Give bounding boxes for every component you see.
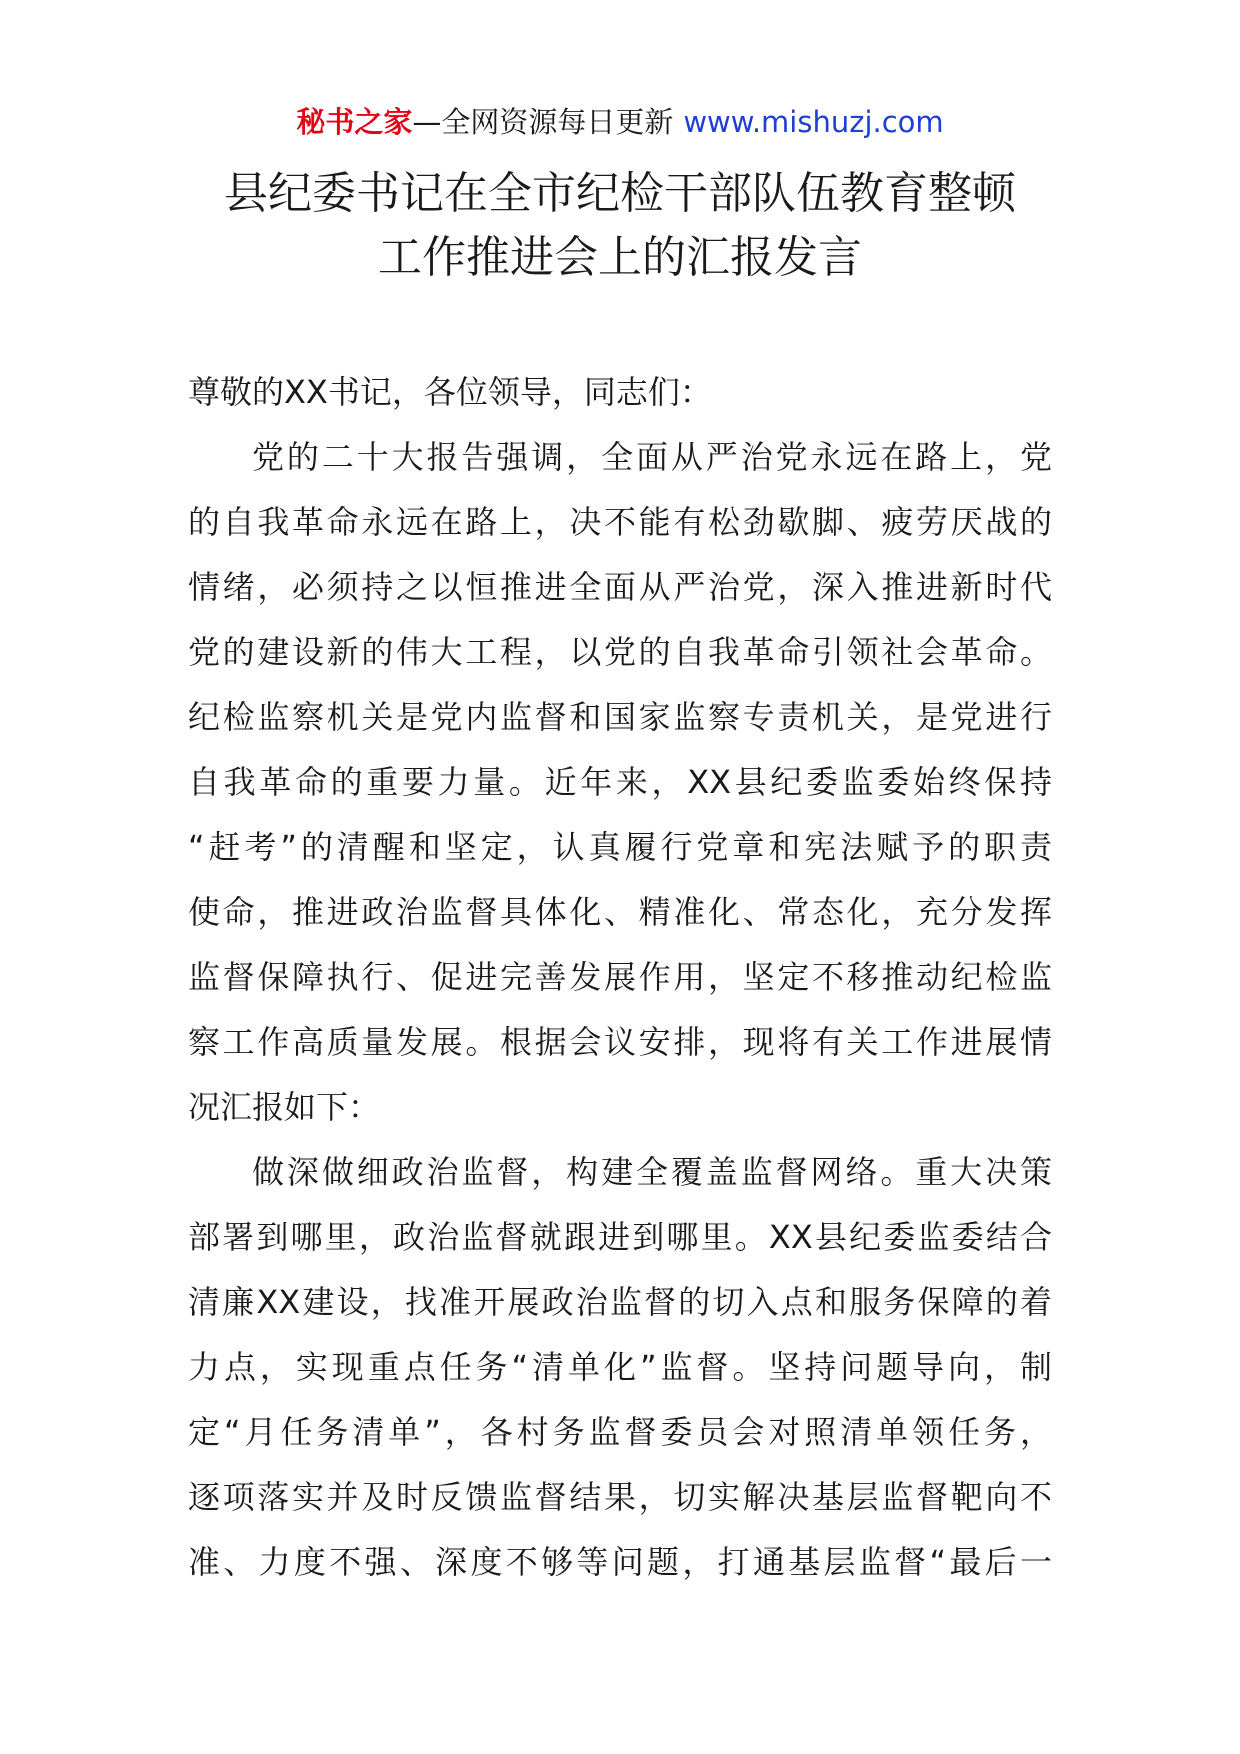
paragraph-line: “赶考”的清醒和坚定，认真履行党章和宪法赋予的职责: [188, 828, 1052, 866]
title-line-2: 工作推进会上的汇报发言: [378, 232, 862, 283]
paragraph-line: 的自我革命永远在路上，决不能有松劲歇脚、疲劳厌战的: [188, 503, 1052, 541]
paragraph-line: 使命，推进政治监督具体化、精准化、常态化，充分发挥: [188, 893, 1052, 931]
paragraph-line: 党的建设新的伟大工程，以党的自我革命引领社会革命。: [188, 633, 1052, 671]
document-body: [188, 360, 1052, 1595]
watermark-tagline: 全网资源每日更新: [441, 105, 674, 139]
watermark-brand: 秘书之家: [296, 105, 413, 139]
paragraph-line: 逐项落实并及时反馈监督结果，切实解决基层监督靶向不: [188, 1478, 1052, 1516]
paragraph-line: 党的二十大报告强调，全面从严治党永远在路上，党: [252, 438, 1052, 476]
paragraph-line: 纪检监察机关是党内监督和国家监察专责机关，是党进行: [188, 698, 1052, 736]
paragraph-line: 清廉XX建设，找准开展政治监督的切入点和服务保障的着: [188, 1283, 1052, 1321]
paragraph-line: 监督保障执行、促进完善发展作用，坚定不移推动纪检监: [188, 958, 1052, 996]
site-watermark: [0, 102, 1240, 142]
paragraph-line: 准、力度不强、深度不够等问题，打通基层监督“最后一: [188, 1543, 1052, 1581]
paragraph-line: 况汇报如下：: [188, 1088, 381, 1126]
paragraph-line: 察工作高质量发展。根据会议安排，现将有关工作进展情: [188, 1023, 1052, 1061]
paragraph-line: 自我革命的重要力量。近年来，XX县纪委监委始终保持: [188, 763, 1052, 801]
watermark-dash: —: [412, 105, 442, 139]
document-title: [0, 162, 1240, 290]
paragraph-line: 做深做细政治监督，构建全覆盖监督网络。重大决策: [252, 1153, 1052, 1191]
paragraph-line: 部署到哪里，政治监督就跟进到哪里。XX县纪委监委结合: [188, 1218, 1052, 1256]
title-line-1: 县纪委书记在全市纪检干部队伍教育整顿: [224, 168, 1016, 219]
salutation: 尊敬的XX书记，各位领导，同志们：: [188, 373, 712, 411]
paragraph-line: 定“月任务清单”，各村务监督委员会对照清单领任务，: [188, 1413, 1052, 1451]
watermark-url-link[interactable]: www.mishuzj.com: [683, 105, 944, 139]
paragraph-line: 力点，实现重点任务“清单化”监督。坚持问题导向，制: [188, 1348, 1052, 1386]
paragraph-line: 情绪，必须持之以恒推进全面从严治党，深入推进新时代: [188, 568, 1052, 606]
